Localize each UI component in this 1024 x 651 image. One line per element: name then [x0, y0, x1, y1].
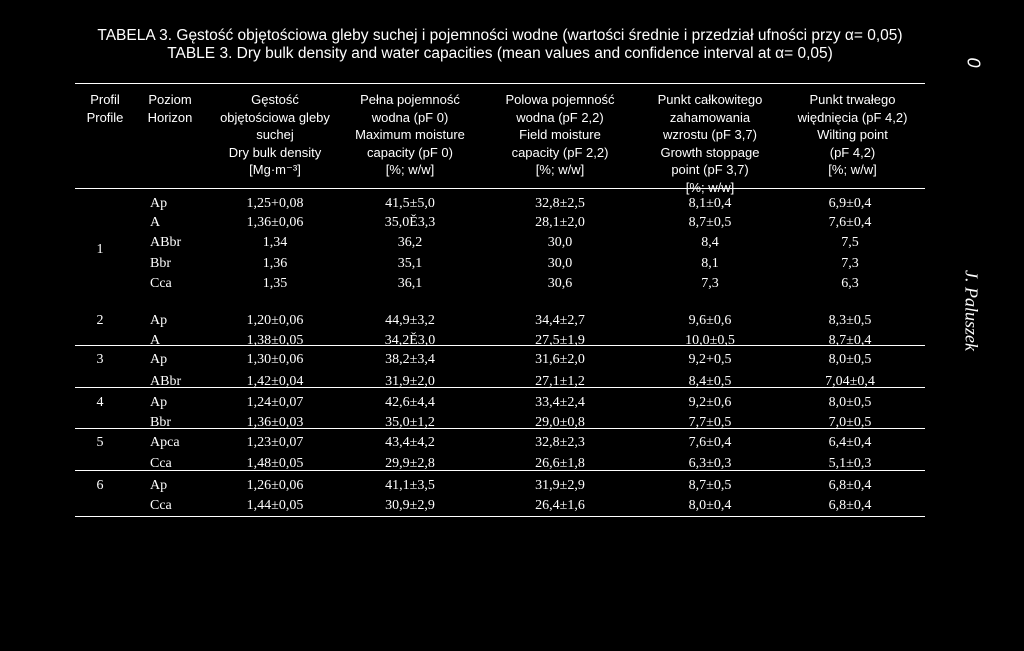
header-rule: [75, 188, 925, 189]
column-header-line: więdnięcia (pF 4,2): [797, 109, 908, 125]
growth-stoppage-cell: 8,1±0,4: [688, 196, 732, 211]
running-author: J. Paluszek: [961, 270, 982, 351]
maximum-moisture-cell: 29,9±2,8: [385, 456, 435, 471]
column-header-line: wodna (pF 0): [371, 109, 449, 125]
column-header-line: capacity (pF 2,2): [511, 144, 609, 160]
horizon-cell: A: [150, 333, 161, 348]
growth-stoppage-cell: 8,7±0,5: [688, 478, 732, 493]
field-moisture-cell: 31,9±2,9: [535, 478, 585, 493]
field-moisture-cell: 26,6±1,8: [535, 456, 585, 471]
field-moisture-cell: 30,0: [547, 235, 573, 250]
horizon-cell: Ap: [150, 478, 168, 493]
field-moisture-cell: 29,0±0,8: [535, 415, 585, 430]
wilting-point-cell: 7,3: [841, 256, 859, 271]
wilting-point-cell: 6,9±0,4: [828, 196, 872, 211]
column-header-line: Wilting point: [817, 127, 888, 143]
column-header-line: Profile: [86, 109, 124, 125]
horizon-cell: Apca: [150, 435, 180, 450]
dry-bulk-density-cell: 1,36±0,06: [246, 215, 304, 230]
maximum-moisture-cell: 42,6±4,4: [385, 395, 435, 410]
maximum-moisture-cell: 31,9±2,0: [385, 374, 435, 389]
column-header-line: Profil: [90, 92, 120, 107]
column-header-line: Polowa pojemność: [505, 92, 615, 107]
wilting-point-cell: 8,0±0,5: [828, 352, 872, 367]
column-header-line: Field moisture: [519, 127, 601, 143]
growth-stoppage-cell: 7,6±0,4: [688, 435, 732, 450]
growth-stoppage-cell: 6,3±0,3: [688, 456, 732, 471]
profile-number: 6: [96, 478, 104, 493]
field-moisture-cell: 34,4±2,7: [535, 313, 585, 328]
dry-bulk-density-cell: 1,26±0,06: [246, 478, 304, 493]
column-header-dbd: [210, 91, 340, 179]
maximum-moisture-cell: 34,2Ě3,0: [384, 333, 436, 348]
field-moisture-cell: 32,8±2,3: [535, 435, 585, 450]
column-header-mmc: [345, 91, 475, 179]
horizon-cell: Bbr: [150, 415, 171, 430]
dry-bulk-density-cell: 1,38±0,05: [246, 333, 304, 348]
field-moisture-cell: 26,4±1,6: [535, 498, 585, 513]
profile-number: 4: [96, 395, 104, 410]
maximum-moisture-cell: 43,4±4,2: [385, 435, 435, 450]
column-header-line: [Mg·m⁻³]: [249, 162, 301, 178]
column-header-gs: [640, 91, 780, 197]
horizon-cell: Ap: [150, 313, 168, 328]
wilting-point-cell: 7,5: [841, 235, 859, 250]
field-moisture-cell: 30,6: [547, 276, 573, 291]
horizon-cell: Cca: [150, 276, 172, 291]
field-moisture-cell: 27,5±1,9: [535, 333, 585, 348]
dry-bulk-density-cell: 1,42±0,04: [246, 374, 304, 389]
maximum-moisture-cell: 35,0Ě3,3: [384, 215, 436, 230]
horizon-cell: Ap: [150, 352, 168, 367]
wilting-point-cell: 8,3±0,5: [828, 313, 872, 328]
maximum-moisture-cell: 35,0±1,2: [385, 415, 435, 430]
column-header-line: [%; w/w]: [828, 162, 877, 178]
dry-bulk-density-cell: 1,20±0,06: [246, 313, 304, 328]
growth-stoppage-cell: 9,2+0,5: [688, 352, 732, 367]
dry-bulk-density-cell: 1,36: [262, 256, 288, 271]
field-moisture-cell: 31,6±2,0: [535, 352, 585, 367]
growth-stoppage-cell: 7,3: [701, 276, 719, 291]
profile-number: 5: [96, 435, 104, 450]
table-caption-pl: TABELA 3. Gęstość objętościowa gleby suchej i pojemności wodne (wartości średnie i przedział ufności przy α= 0,05): [97, 27, 903, 44]
maximum-moisture-cell: 44,9±3,2: [385, 313, 435, 328]
dry-bulk-density-cell: 1,48±0,05: [246, 456, 304, 471]
maximum-moisture-cell: 38,2±3,4: [385, 352, 435, 367]
column-header-line: Horizon: [147, 109, 193, 125]
maximum-moisture-cell: 30,9±2,9: [385, 498, 435, 513]
growth-stoppage-cell: 8,7±0,5: [688, 215, 732, 230]
maximum-moisture-cell: 41,1±3,5: [385, 478, 435, 493]
bottom-rule: [75, 516, 925, 517]
horizon-cell: Bbr: [150, 256, 171, 271]
dry-bulk-density-cell: 1,35: [262, 276, 288, 291]
column-header-line: wodna (pF 2,2): [516, 109, 604, 125]
horizon-cell: A: [150, 215, 161, 230]
column-header-line: suchej: [256, 127, 294, 143]
horizon-cell: Ap: [150, 395, 168, 410]
wilting-point-cell: 8,0±0,5: [828, 395, 872, 410]
profile-number: 2: [96, 313, 104, 328]
growth-stoppage-cell: 9,2±0,6: [688, 395, 732, 410]
wilting-point-cell: 6,8±0,4: [828, 498, 872, 513]
horizon-cell: ABbr: [150, 374, 182, 389]
growth-stoppage-cell: 9,6±0,6: [688, 313, 732, 328]
column-header-line: Pełna pojemność: [360, 92, 460, 107]
growth-stoppage-cell: 8,0±0,4: [688, 498, 732, 513]
dry-bulk-density-cell: 1,30±0,06: [246, 352, 304, 367]
field-moisture-cell: 27,1±1,2: [535, 374, 585, 389]
column-header-line: zahamowania: [669, 109, 751, 125]
column-header-line: Poziom: [148, 92, 192, 107]
field-moisture-cell: 30,0: [547, 256, 573, 271]
column-header-line: [%; w/w]: [385, 162, 435, 178]
column-header-line: objętościowa gleby: [220, 109, 330, 125]
growth-stoppage-cell: 7,7±0,5: [688, 415, 732, 430]
wilting-point-cell: 7,6±0,4: [828, 215, 872, 230]
dry-bulk-density-cell: 1,36±0,03: [246, 415, 304, 430]
dry-bulk-density-cell: 1,23±0,07: [246, 435, 304, 450]
column-header-wp: [780, 91, 925, 179]
column-header-line: point (pF 3,7): [671, 162, 749, 178]
table-caption-en: TABLE 3. Dry bulk density and water capacities (mean values and confidence interval at α= 0,05): [167, 45, 833, 62]
column-header-line: [%; w/w]: [685, 179, 735, 195]
maximum-moisture-cell: 41,5±5,0: [385, 196, 435, 211]
column-header-line: [%; w/w]: [535, 162, 585, 178]
maximum-moisture-cell: 36,2: [397, 235, 423, 250]
wilting-point-cell: 6,8±0,4: [828, 478, 872, 493]
column-header-line: (pF 4,2): [829, 144, 876, 160]
column-header-line: wzrostu (pF 3,7): [663, 127, 757, 143]
wilting-point-cell: 7,0±0,5: [828, 415, 872, 430]
dry-bulk-density-cell: 1,24±0,07: [246, 395, 304, 410]
dry-bulk-density-cell: 1,34: [262, 235, 288, 250]
wilting-point-cell: 7,04±0,4: [825, 374, 875, 389]
growth-stoppage-cell: 8,4±0,5: [688, 374, 732, 389]
column-header-horizon: [135, 91, 205, 126]
horizon-cell: Cca: [150, 498, 172, 513]
column-header-profile: [75, 91, 135, 126]
field-moisture-cell: 28,1±2,0: [535, 215, 585, 230]
column-header-fmc: [495, 91, 625, 179]
column-header-line: Maximum moisture: [355, 127, 465, 143]
column-header-line: Punkt trwałego: [809, 92, 896, 107]
profile-number: 1: [96, 242, 104, 257]
column-header-line: Growth stoppage: [660, 144, 760, 160]
maximum-moisture-cell: 35,1: [397, 256, 423, 271]
column-header-line: Dry bulk density: [228, 144, 322, 160]
column-header-line: Punkt całkowitego: [657, 92, 763, 107]
wilting-point-cell: 6,3: [841, 276, 859, 291]
horizon-cell: Ap: [150, 196, 168, 211]
growth-stoppage-cell: 8,1: [701, 256, 719, 271]
maximum-moisture-cell: 36,1: [397, 276, 423, 291]
column-header-line: Gęstość: [251, 92, 299, 107]
top-rule: [75, 83, 925, 84]
growth-stoppage-cell: 8,4: [701, 235, 719, 250]
column-header-line: capacity (pF 0): [367, 144, 453, 160]
horizon-cell: Cca: [150, 456, 172, 471]
wilting-point-cell: 6,4±0,4: [828, 435, 872, 450]
dry-bulk-density-cell: 1,44±0,05: [246, 498, 304, 513]
field-moisture-cell: 33,4±2,4: [535, 395, 585, 410]
growth-stoppage-cell: 10,0±0,5: [685, 333, 735, 348]
horizon-cell: ABbr: [150, 235, 182, 250]
field-moisture-cell: 32,8±2,5: [535, 196, 585, 211]
page-number: 0: [963, 57, 984, 68]
dry-bulk-density-cell: 1,25+0,08: [246, 196, 304, 211]
wilting-point-cell: 8,7±0,4: [828, 333, 872, 348]
wilting-point-cell: 5,1±0,3: [828, 456, 872, 471]
profile-number: 3: [96, 352, 104, 367]
